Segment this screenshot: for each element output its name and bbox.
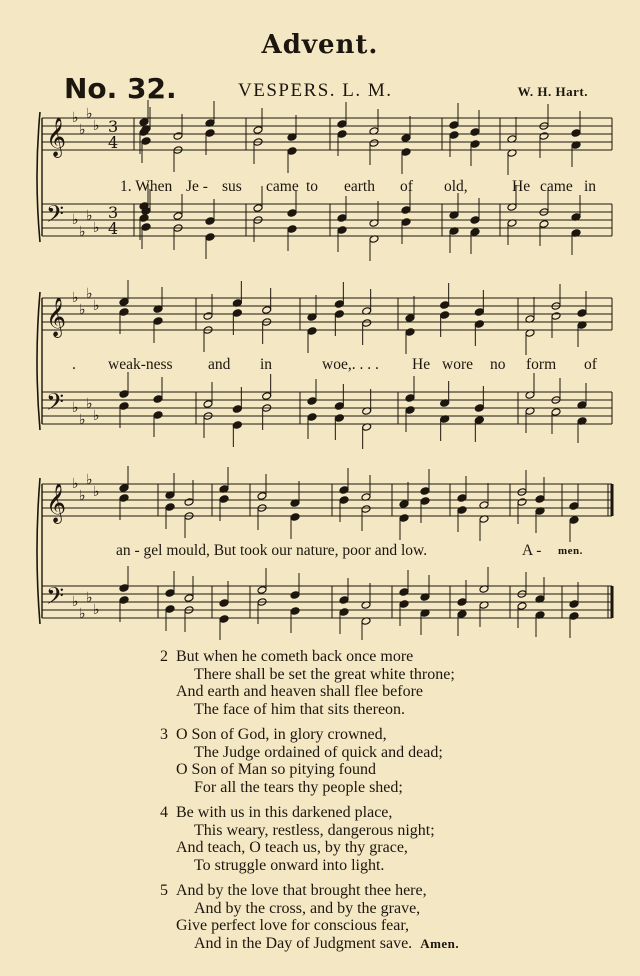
bass-clef: 𝄢 — [46, 200, 65, 233]
note-head — [577, 309, 587, 318]
verse-line: O Son of Man so pitying found — [176, 761, 376, 778]
note-head — [405, 314, 415, 323]
composer-name: W. H. Hart. — [517, 84, 588, 99]
flat-sign: ♭ — [93, 602, 100, 618]
note-head — [262, 306, 272, 315]
note-head — [290, 591, 300, 600]
note-head — [401, 218, 411, 227]
note-head — [153, 317, 163, 326]
note-head — [569, 516, 579, 525]
note-head — [232, 405, 242, 414]
note-head — [401, 148, 411, 157]
flat-sign: ♭ — [93, 220, 100, 236]
flat-sign: ♭ — [86, 472, 93, 488]
note-head — [141, 223, 151, 232]
note-head — [369, 139, 379, 148]
verse-line: Give perfect love for conscious fear, — [176, 917, 410, 934]
verse-5 — [160, 882, 459, 952]
note-head — [334, 310, 344, 319]
note-head — [219, 599, 229, 608]
note-head — [551, 312, 561, 321]
note-head — [474, 308, 484, 317]
verse-3 — [160, 726, 459, 796]
lyric-syllable: no — [490, 356, 506, 373]
lyric-syllable: Je - — [186, 178, 208, 195]
note-head — [449, 131, 459, 140]
lyric-syllable: earth — [344, 178, 375, 195]
flat-sign: ♭ — [93, 298, 100, 314]
verse-number: 2 — [160, 648, 168, 665]
note-head — [405, 406, 415, 415]
time-signature: 3 — [108, 203, 119, 222]
lyric-syllable: 1. When — [120, 178, 173, 195]
system-bracket — [37, 478, 40, 624]
note-head — [470, 216, 480, 225]
note-head — [361, 505, 371, 514]
note-head — [571, 129, 581, 138]
verse-line: For all the tears thy people shed; — [194, 778, 403, 796]
flat-sign: ♭ — [86, 106, 93, 122]
note-head — [203, 312, 213, 321]
flat-sign: ♭ — [93, 118, 100, 134]
note-head — [165, 589, 175, 598]
flat-sign: ♭ — [79, 302, 86, 318]
verse-line: The face of him that sits thereon. — [194, 700, 406, 718]
treble-clef: 𝄞 — [46, 297, 67, 337]
note-head — [420, 497, 430, 506]
note-head — [405, 328, 415, 337]
hymn-number: No. 32. — [64, 72, 177, 105]
note-head — [449, 121, 459, 130]
note-head — [440, 301, 450, 310]
note-head — [401, 134, 411, 143]
flat-sign: ♭ — [72, 400, 79, 416]
verse-line: The Judge ordained of quick and dead; — [194, 743, 443, 761]
note-head — [405, 394, 415, 403]
note-head — [205, 217, 215, 226]
flat-sign: ♭ — [93, 408, 100, 424]
note-head — [203, 400, 213, 409]
verse-line: But when he cometh back once more — [176, 648, 414, 665]
note-head — [257, 586, 267, 595]
note-head — [119, 484, 129, 493]
verse-line: O Son of God, in glory crowned, — [176, 726, 387, 743]
lyric-syllable: He — [412, 356, 431, 373]
note-head — [219, 615, 229, 624]
note-head — [287, 209, 297, 218]
treble-clef: 𝄞 — [46, 483, 67, 523]
note-head — [420, 487, 430, 496]
note-head — [257, 492, 267, 501]
note-head — [153, 395, 163, 404]
note-head — [399, 500, 409, 509]
verse-line: Be with us in this darkened place, — [176, 804, 393, 821]
time-signature: 4 — [108, 133, 119, 152]
note-head — [232, 309, 242, 318]
note-head — [173, 132, 183, 141]
flat-sign: ♭ — [79, 606, 86, 622]
note-head — [470, 228, 480, 237]
note-head — [119, 584, 129, 593]
note-head — [253, 126, 263, 135]
verse-line: And earth and heaven shall flee before — [176, 683, 423, 700]
note-head — [517, 602, 527, 611]
system-bracket — [37, 292, 40, 430]
flat-sign: ♭ — [72, 476, 79, 492]
flat-sign: ♭ — [79, 412, 86, 428]
note-head — [287, 225, 297, 234]
lyric-syllable: came — [266, 178, 299, 195]
note-head — [362, 319, 372, 328]
note-head — [551, 408, 561, 417]
verse-4 — [160, 804, 459, 874]
note-head — [184, 594, 194, 603]
note-head — [539, 132, 549, 141]
verse-line: And teach, O teach us, by thy grace, — [176, 839, 408, 856]
note-head — [219, 495, 229, 504]
note-head — [307, 397, 317, 406]
lyric-syllable: of — [400, 178, 413, 195]
note-head — [119, 390, 129, 399]
note-head — [141, 137, 151, 146]
note-head — [457, 506, 467, 515]
lyric-syllable: wore — [442, 356, 473, 373]
note-head — [119, 298, 129, 307]
verse-line: This weary, restless, dangerous night; — [194, 821, 435, 839]
note-head — [474, 416, 484, 425]
bass-clef: 𝄢 — [46, 582, 65, 615]
note-head — [139, 214, 149, 223]
tune-name: VESPERS. L. M. — [238, 80, 393, 101]
flat-sign: ♭ — [86, 590, 93, 606]
flat-sign: ♭ — [72, 594, 79, 610]
note-head — [119, 402, 129, 411]
lyric-syllable: sus — [222, 178, 242, 195]
flat-sign: ♭ — [72, 212, 79, 228]
note-head — [232, 421, 242, 430]
lyric-syllable: came — [540, 178, 573, 195]
verse-number: 4 — [160, 804, 168, 821]
note-head — [290, 513, 300, 522]
note-head — [399, 600, 409, 609]
note-head — [440, 311, 450, 320]
lyric-syllable: and — [208, 356, 231, 373]
note-head — [337, 130, 347, 139]
lyric-syllable: old, — [444, 178, 468, 195]
note-head — [337, 214, 347, 223]
lyric-syllable: in — [584, 178, 597, 195]
note-head — [401, 206, 411, 215]
amen-ending: Amen. — [420, 935, 460, 951]
system-bracket — [37, 112, 40, 242]
note-head — [307, 327, 317, 336]
note-head — [339, 496, 349, 505]
time-signature: 3 — [108, 117, 119, 136]
note-head — [165, 605, 175, 614]
treble-clef: 𝄞 — [46, 117, 67, 157]
note-head — [153, 411, 163, 420]
verses — [160, 648, 459, 960]
note-head — [470, 128, 480, 137]
verse-line: And in the Day of Judgment save. — [194, 934, 413, 952]
note-head — [517, 498, 527, 507]
note-head — [474, 320, 484, 329]
verse-2 — [160, 648, 459, 718]
lyric-syllable: form — [526, 356, 557, 373]
note-head — [334, 300, 344, 309]
note-head — [337, 226, 347, 235]
lyric-syllable: . — [72, 356, 76, 373]
note-head — [205, 233, 215, 242]
note-head — [339, 608, 349, 617]
note-head — [569, 612, 579, 621]
note-head — [457, 610, 467, 619]
note-head — [339, 486, 349, 495]
note-head — [337, 120, 347, 129]
flat-sign: ♭ — [79, 224, 86, 240]
lyric-syllable: an - gel mould, But took our nature, poor and low. — [116, 542, 428, 559]
note-head — [139, 118, 149, 127]
note-head — [399, 514, 409, 523]
note-head — [290, 607, 300, 616]
note-head — [173, 212, 183, 221]
note-head — [119, 596, 129, 605]
verse-number: 5 — [160, 882, 168, 899]
note-head — [184, 498, 194, 507]
verse-line: There shall be set the great white throne; — [194, 665, 455, 683]
time-signature: 4 — [108, 219, 119, 238]
lyric-syllable: to — [306, 178, 319, 195]
note-head — [205, 129, 215, 138]
note-head — [399, 588, 409, 597]
note-head — [535, 495, 545, 504]
note-head — [569, 600, 579, 609]
flat-sign: ♭ — [72, 110, 79, 126]
flat-sign: ♭ — [79, 488, 86, 504]
note-head — [539, 220, 549, 229]
flat-sign: ♭ — [93, 484, 100, 500]
lyric-syllable: in — [260, 356, 273, 373]
lyric-syllable: A - — [522, 542, 542, 559]
note-head — [119, 308, 129, 317]
verse-number: 3 — [160, 726, 168, 743]
note-head — [457, 494, 467, 503]
note-head — [262, 392, 272, 401]
note-head — [474, 404, 484, 413]
verse-line: To struggle onward into light. — [194, 856, 385, 874]
verse-line: And by the cross, and by the grave, — [194, 899, 421, 917]
note-head — [339, 596, 349, 605]
flat-sign: ♭ — [86, 208, 93, 224]
verse-line: And by the love that brought thee here, — [176, 882, 427, 899]
lyric-syllable: He — [512, 178, 531, 195]
note-head — [165, 503, 175, 512]
note-head — [119, 494, 129, 503]
flat-sign: ♭ — [79, 122, 86, 138]
note-head — [334, 414, 344, 423]
note-head — [334, 402, 344, 411]
section-title: Advent. — [261, 30, 379, 60]
lyric-syllable: of — [584, 356, 597, 373]
lyric-syllable: woe,. . . . — [322, 356, 379, 373]
flat-sign: ♭ — [86, 396, 93, 412]
note-head — [307, 413, 317, 422]
note-head — [253, 204, 263, 213]
bass-clef: 𝄢 — [46, 388, 65, 421]
note-head — [287, 147, 297, 156]
flat-sign: ♭ — [72, 290, 79, 306]
note-head — [470, 140, 480, 149]
note-head — [569, 502, 579, 511]
note-head — [457, 598, 467, 607]
lyric-syllable: weak-ness — [108, 356, 173, 373]
flat-sign: ♭ — [86, 286, 93, 302]
lyric-syllable: men. — [558, 545, 583, 557]
